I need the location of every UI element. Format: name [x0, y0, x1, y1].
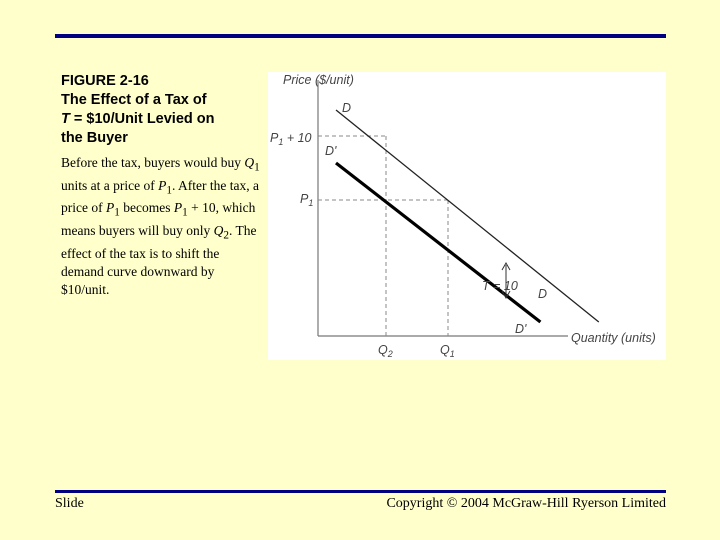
ytick-p1-plus-10: $P_1 + 10$	[270, 131, 312, 147]
xtick-q1: $Q_1$	[440, 343, 455, 359]
figure-title-line2	[61, 110, 261, 129]
x-axis-label: Quantity (units)	[571, 331, 656, 345]
label-d-bottom: D	[538, 287, 548, 301]
tax-demand-graph	[268, 72, 666, 360]
xtick-q2: $Q_2$	[378, 343, 393, 359]
tax-variable: T	[61, 111, 70, 127]
figure-title-line2-rest: = $10/Unit Levied on	[69, 111, 215, 127]
label-dprime-bottom: D'	[515, 322, 527, 336]
demand-curve-d-prime	[336, 163, 540, 322]
label-dprime-top: D'	[325, 144, 337, 158]
y-axis-label: Price ($/unit)	[283, 73, 354, 87]
graph-svg	[268, 72, 666, 360]
figure-title-line1: The Effect of a Tax of	[61, 92, 207, 108]
bottom-divider	[55, 490, 666, 493]
figure-caption	[61, 72, 261, 299]
ytick-p1: $P_1$	[300, 192, 314, 208]
figure-title-line3: the Buyer	[61, 130, 128, 146]
label-d-top: D	[342, 101, 352, 115]
top-divider	[55, 34, 666, 38]
tax-label: T = 10	[482, 279, 518, 293]
figure-number: FIGURE 2-16	[61, 73, 149, 89]
demand-curve-d	[336, 110, 599, 322]
figure-description: Before the tax, buyers would buy $Q_1$ units at a price of $P_1$. After the tax, a price of $P_1$ becomes $P_1 + 10$, which means buyers will buy only $Q_2$. The effect of the tax is to shift the demand curve downward by $10/unit.	[61, 155, 260, 297]
copyright-notice: Copyright © 2004 McGraw-Hill Ryerson Limited	[386, 496, 666, 511]
slide-label: Slide	[55, 496, 84, 511]
